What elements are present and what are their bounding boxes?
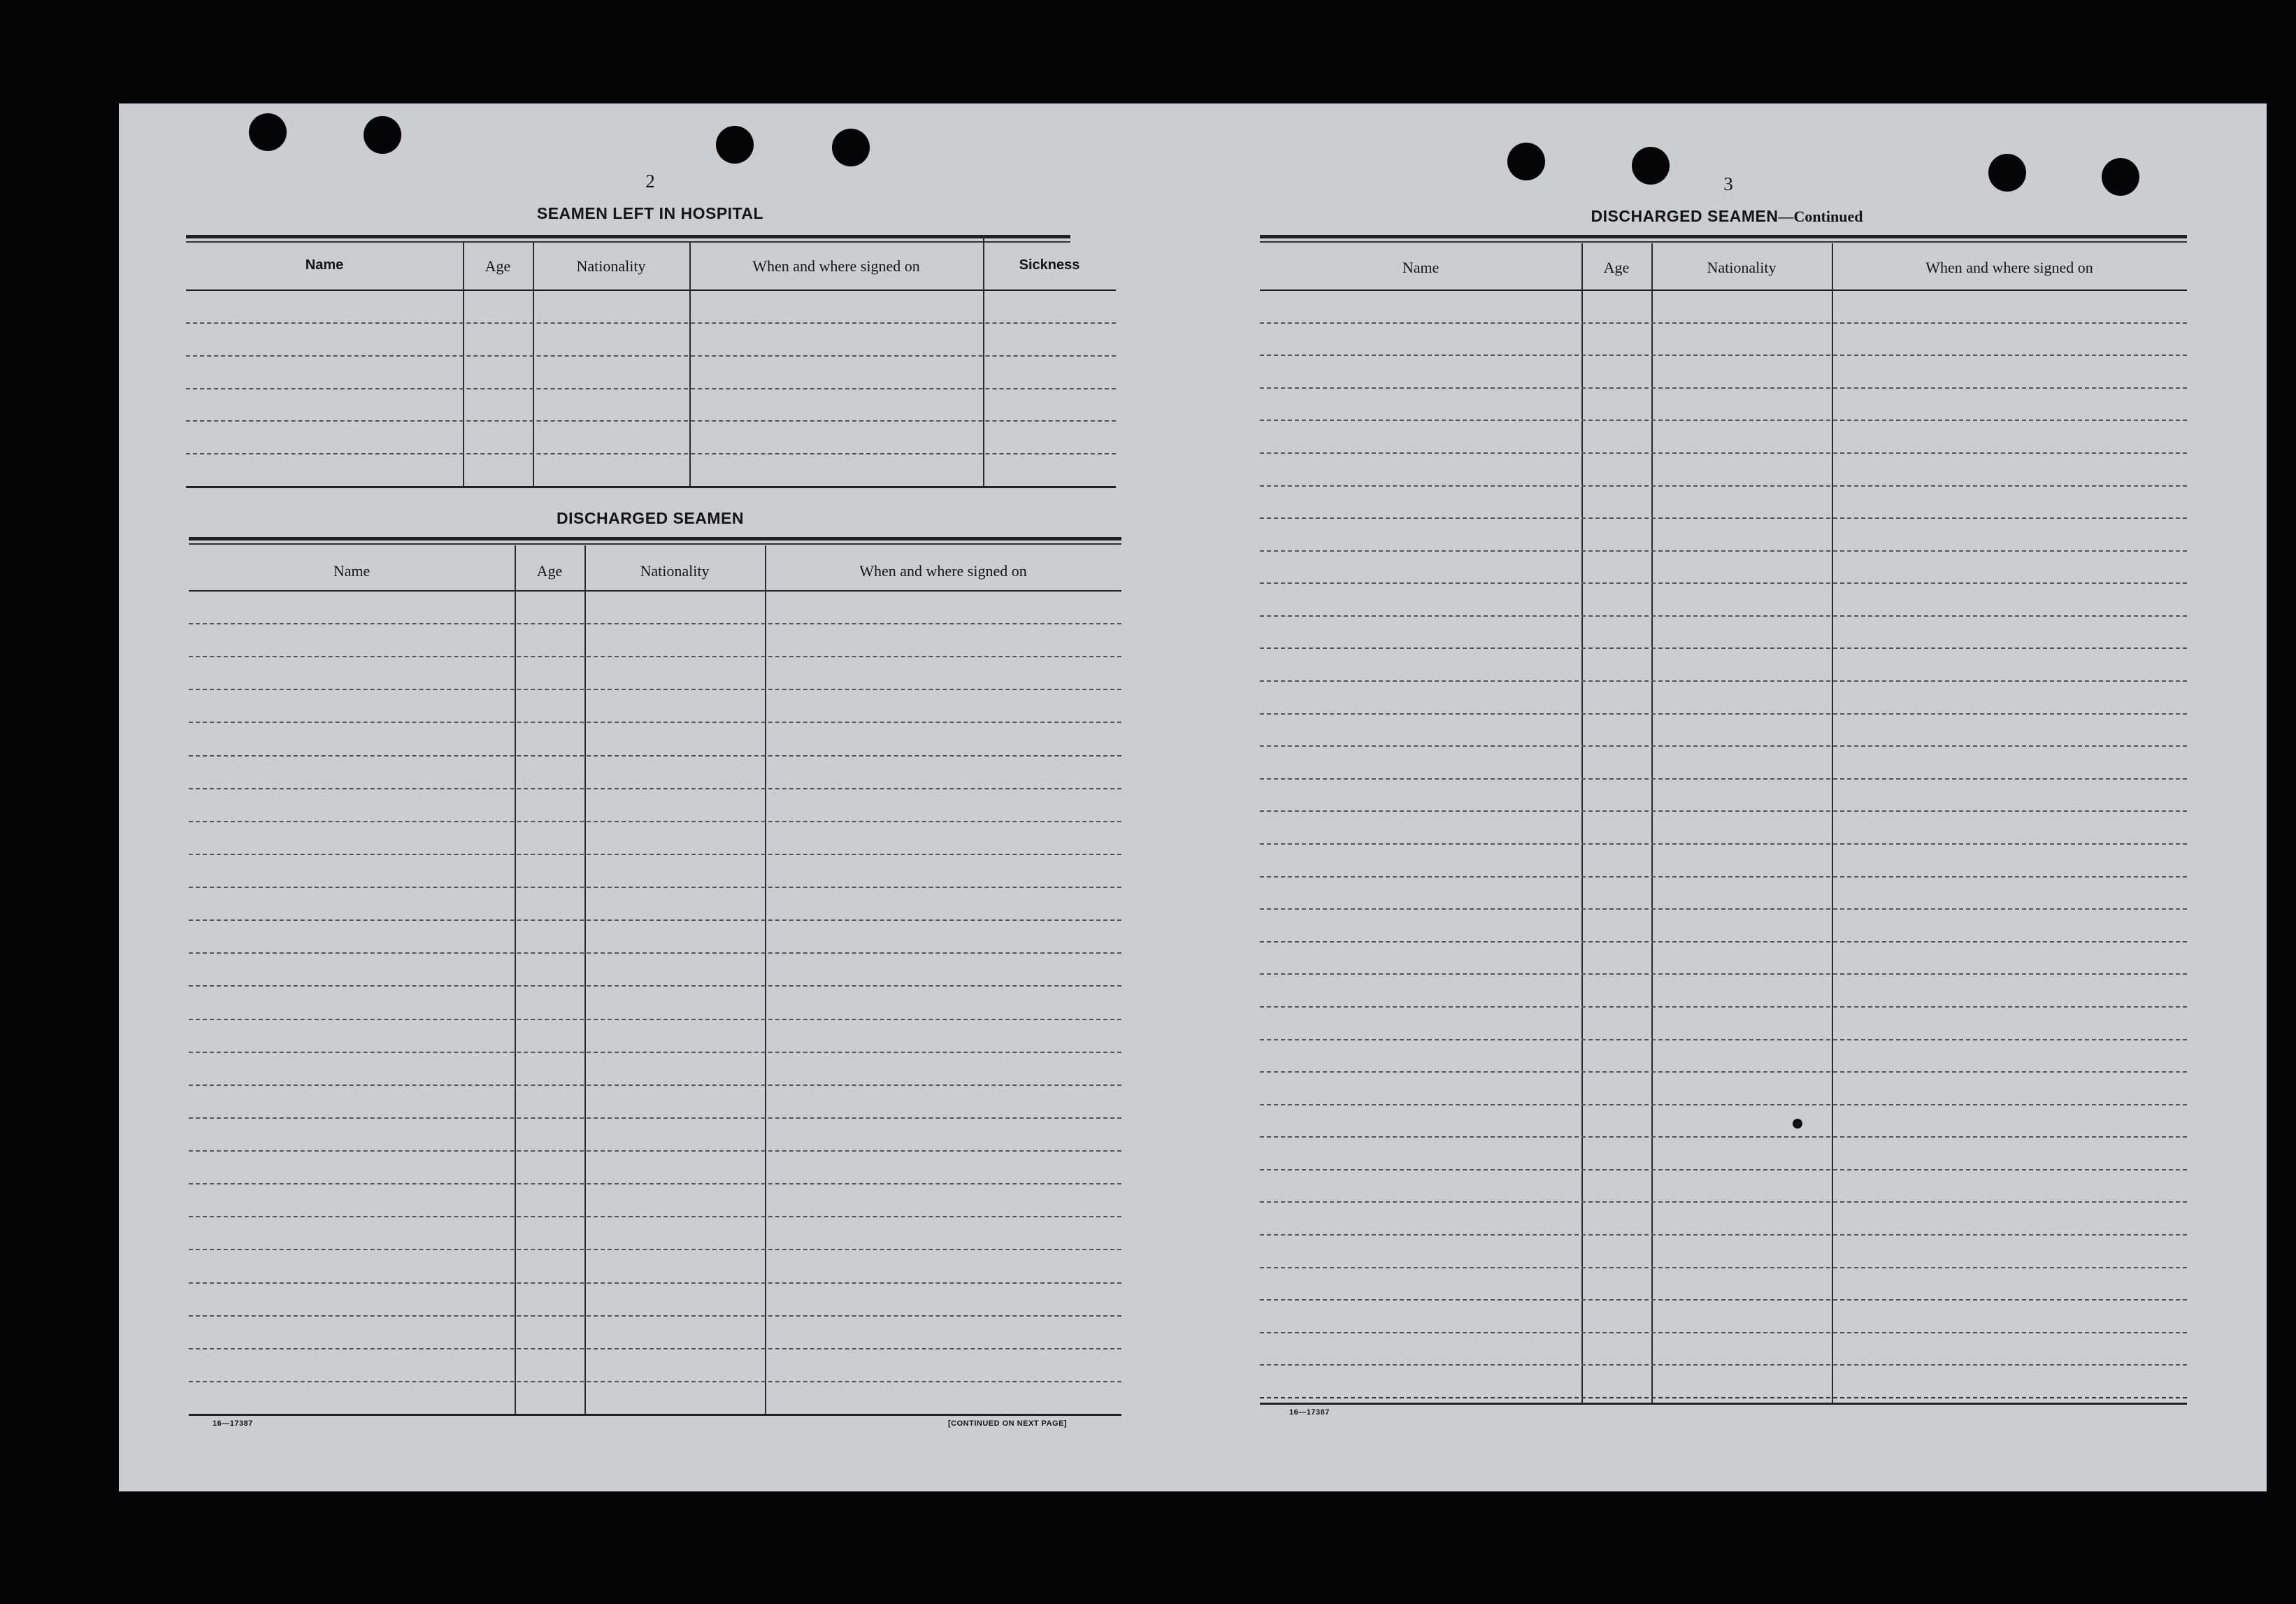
table-row: [189, 854, 1121, 855]
column-divider: [584, 545, 586, 1415]
column-divider: [765, 545, 766, 1415]
table-row: [189, 821, 1121, 822]
column-header-sickness: Sickness: [1019, 257, 1080, 273]
discharged-table: [189, 537, 1121, 1446]
table-row: [1260, 582, 2187, 584]
column-header-name: Name: [1402, 259, 1440, 276]
table-row: [189, 689, 1121, 690]
table-row: [189, 623, 1121, 624]
table-row: [1260, 1332, 2187, 1333]
table-bottom-rule: [189, 1414, 1121, 1416]
continued-note: [CONTINUED ON NEXT PAGE]: [948, 1419, 1068, 1428]
form-sheet: [119, 103, 2267, 1491]
table-row: [189, 887, 1121, 888]
table-row: [1260, 452, 2187, 454]
table-top-rule: [189, 543, 1121, 545]
table-row: [189, 1183, 1121, 1184]
table-row: [1260, 387, 2187, 389]
table-row: [189, 1282, 1121, 1284]
table-row: [189, 1150, 1121, 1152]
table-row: [189, 755, 1121, 757]
column-header-age: Age: [1603, 259, 1630, 276]
table-bottom-rule: [1260, 1397, 2187, 1398]
table-row: [1260, 713, 2187, 715]
column-header-age: Age: [536, 562, 563, 580]
column-divider: [1832, 243, 1833, 1404]
table-row: [189, 952, 1121, 954]
table-row: [189, 1348, 1121, 1349]
table-row: [1260, 1299, 2187, 1301]
table-row: [1260, 485, 2187, 487]
column-divider: [463, 242, 464, 487]
table-row: [1260, 745, 2187, 747]
table-row: [189, 1381, 1121, 1382]
table-row: [1260, 1201, 2187, 1203]
column-divider: [689, 242, 691, 487]
table-row: [186, 453, 1116, 454]
table-row: [1260, 355, 2187, 356]
table-row: [189, 1315, 1121, 1317]
header-rule: [1260, 289, 2187, 291]
table-row: [1260, 1267, 2187, 1268]
table-row: [1260, 973, 2187, 975]
table-row: [1260, 615, 2187, 617]
punch-hole: [716, 126, 754, 164]
column-header-name: Name: [333, 562, 371, 580]
table-row: [186, 322, 1116, 324]
punch-hole: [249, 113, 287, 151]
column-divider: [515, 545, 516, 1415]
form-number: 16—17387: [1289, 1408, 1330, 1417]
table-row: [1260, 1104, 2187, 1105]
table-row: [189, 722, 1121, 723]
table-row: [189, 1052, 1121, 1053]
discharged-table-title: DISCHARGED SEAMEN: [557, 509, 744, 527]
table-row: [189, 1084, 1121, 1086]
table-row: [1260, 1071, 2187, 1073]
punch-hole: [1988, 154, 2026, 192]
discharged-continued-title: [1517, 207, 1937, 226]
column-header-nationality: Nationality: [1707, 259, 1777, 276]
punch-hole: [364, 116, 401, 154]
table-row: [1260, 1169, 2187, 1170]
table-row: [189, 1019, 1121, 1020]
table-row: [1260, 778, 2187, 780]
table-row: [1260, 550, 2187, 552]
table-row: [1260, 647, 2187, 649]
table-row: [186, 388, 1116, 389]
header-rule: [186, 289, 1116, 291]
table-row: [1260, 1006, 2187, 1008]
table-bottom-rule: [186, 486, 1116, 488]
table-row: [186, 355, 1116, 357]
table-row: [189, 1216, 1121, 1217]
table-row: [189, 985, 1121, 987]
table-row: [1260, 876, 2187, 878]
hospital-table-title: SEAMEN LEFT IN HOSPITAL: [536, 204, 764, 222]
table-row: [1260, 322, 2187, 324]
table-top-rule: [189, 537, 1121, 540]
table-row: [189, 656, 1121, 657]
discharged-continued-suffix: —Continued: [1778, 208, 1863, 225]
table-row: [1260, 1364, 2187, 1366]
table-row: [1260, 843, 2187, 845]
page-number-left: 2: [645, 171, 655, 192]
punch-hole: [832, 129, 870, 166]
table-row: [189, 1117, 1121, 1119]
punch-hole: [1507, 143, 1545, 180]
column-divider: [533, 242, 534, 487]
column-header-when-where: When and where signed on: [1925, 259, 2093, 276]
form-number: 16—17387: [213, 1419, 253, 1428]
column-header-when-where: When and where signed on: [752, 257, 920, 275]
punch-hole: [2102, 158, 2139, 196]
table-row: [189, 919, 1121, 921]
table-row: [1260, 420, 2187, 421]
table-row: [1260, 680, 2187, 682]
table-row: [1260, 810, 2187, 812]
column-divider: [983, 235, 984, 487]
discharged-continued-table: [1260, 235, 2187, 1424]
table-row: [1260, 908, 2187, 910]
column-header-when-where: When and where signed on: [859, 562, 1027, 580]
column-divider: [1581, 243, 1583, 1404]
table-row: [1260, 1136, 2187, 1138]
table-row: [189, 1249, 1121, 1250]
table-row: [1260, 1039, 2187, 1040]
column-header-nationality: Nationality: [576, 257, 646, 275]
column-header-age: Age: [485, 257, 511, 275]
table-top-rule: [186, 235, 1070, 238]
table-row: [189, 788, 1121, 789]
page-number-right: 3: [1723, 173, 1733, 194]
table-row: [186, 420, 1116, 422]
table-row: [1260, 941, 2187, 943]
punch-hole: [1632, 147, 1670, 185]
header-rule: [189, 590, 1121, 592]
table-top-rule: [186, 241, 1070, 243]
column-divider: [1651, 243, 1653, 1404]
table-top-rule: [1260, 235, 2187, 238]
discharged-continued-title-main: DISCHARGED SEAMEN: [1591, 207, 1779, 225]
table-bottom-rule: [1260, 1403, 2187, 1405]
table-row: [1260, 517, 2187, 519]
column-header-nationality: Nationality: [640, 562, 710, 580]
table-top-rule: [1260, 241, 2187, 243]
column-header-name: Name: [305, 257, 344, 273]
table-row: [1260, 1234, 2187, 1236]
